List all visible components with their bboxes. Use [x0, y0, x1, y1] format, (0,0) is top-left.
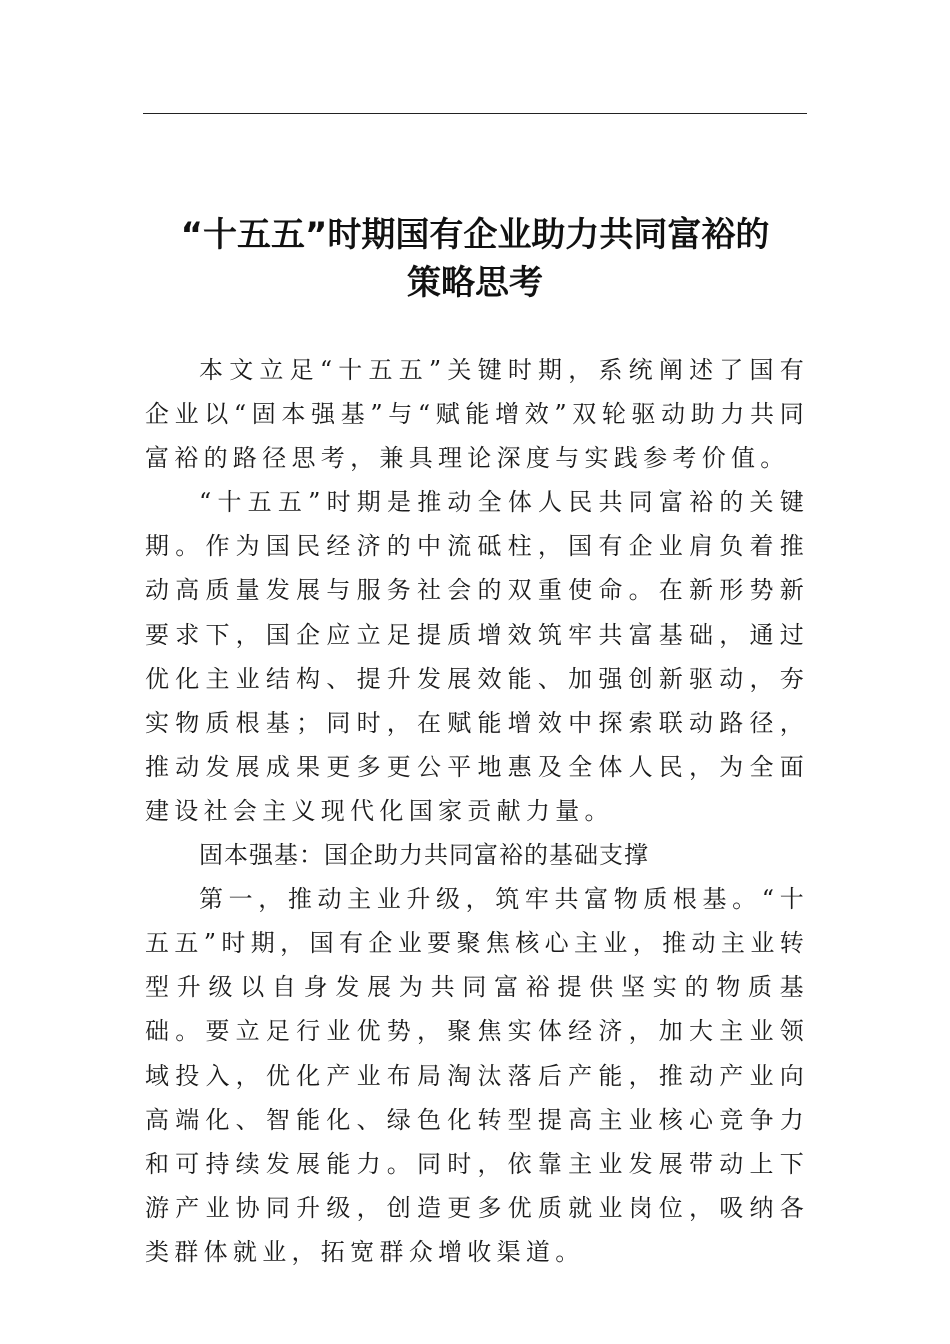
document-title: [120, 211, 830, 307]
intro-paragraph: “十五五”时期是推动全体人民共同富裕的关键期。作为国民经济的中流砥柱，国有企业肩负着推动高质量发展与服务社会的双重使命。在新形势新要求下，国企应立足提质增效筑牢共富基础，通过优化主业结构、提升发展效能、加强创新驱动，夯实物质根基；同时，在赋能增效中探索联动路径，推动发展成果更多更公平地惠及全体人民，为全面建设社会主义现代化国家贡献力量。: [145, 488, 809, 825]
section-heading: 固本强基：国企助力共同富裕的基础支撑: [199, 841, 649, 870]
document-body: [145, 348, 809, 1274]
title-line-2: 策略思考: [407, 262, 543, 303]
body-paragraph: 第一，推动主业升级，筑牢共富物质根基。“十五五”时期，国有企业要聚焦核心主业，推动主业转型升级以自身发展为共同富裕提供坚实的物质基础。要立足行业优势，聚焦实体经济，加大主业领域投入，优化产业布局淘汰落后产能，推动产业向高端化、智能化、绿色化转型提高主业核心竞争力和可持续发展能力。同时，依靠主业发展带动上下游产业协同升级，创造更多优质就业岗位，吸纳各类群体就业，拓宽群众增收渠道。: [145, 885, 809, 1266]
header-rule: [143, 113, 807, 114]
title-line-1: “十五五”时期国有企业助力共同富裕的: [180, 214, 770, 255]
abstract-paragraph: 本文立足“十五五”关键时期，系统阐述了国有企业以“固本强基”与“赋能增效”双轮驱动助力共同富裕的路径思考，兼具理论深度与实践参考价值。: [145, 356, 809, 473]
